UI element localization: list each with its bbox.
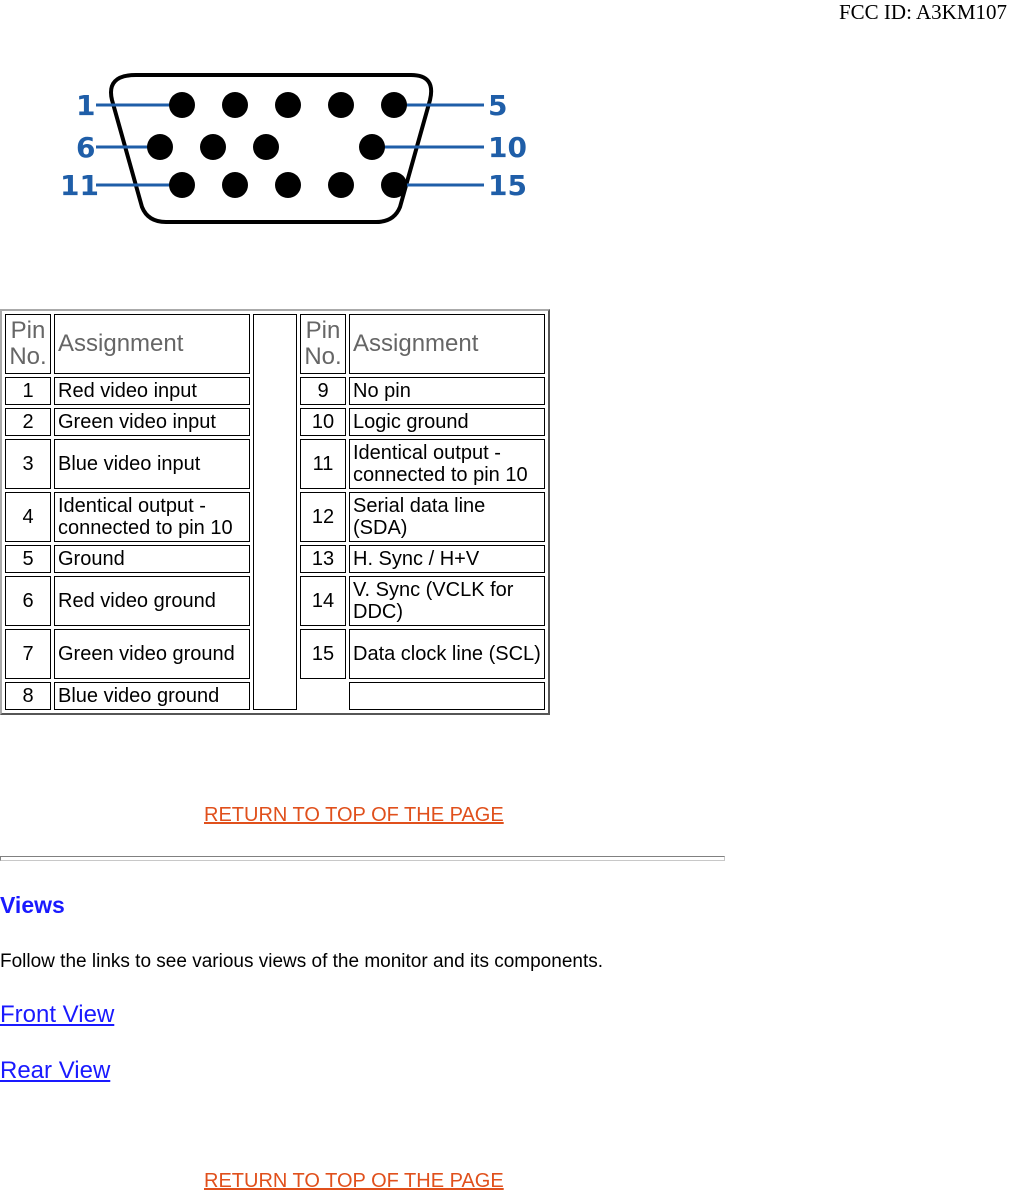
pin-13 [275,172,301,198]
pin-assignment: Red video ground [54,576,250,626]
pin-5 [381,92,407,118]
pin-assignment: V. Sync (VCLK for DDC) [349,576,545,626]
pin-1 [169,92,195,118]
fcc-id-label: FCC ID: A3KM107 [838,0,1007,24]
table-header-row [5,314,545,374]
pin-number: 13 [300,545,346,573]
pin-3 [275,92,301,118]
pin-assignment: Logic ground [349,408,545,436]
pin-assignment: Blue video ground [54,682,250,710]
pin-assignment: Blue video input [54,439,250,489]
header-assignment: Assignment [349,314,545,374]
pin-assignment-empty [349,682,545,710]
views-heading: Views [0,892,65,918]
front-view-link[interactable]: Front View [0,1001,115,1028]
pin-number: 3 [5,439,51,489]
pin-assignment: Data clock line (SCL) [349,629,545,679]
return-to-top-link[interactable]: RETURN TO TOP OF THE PAGE [204,804,504,826]
pin-number: 6 [5,576,51,626]
pin-number: 5 [5,545,51,573]
pin-number: 12 [300,492,346,542]
return-to-top-link[interactable]: RETURN TO TOP OF THE PAGE [204,1170,504,1192]
pin-14 [328,172,354,198]
pin-4 [328,92,354,118]
pin-label-10: 10 [488,131,527,164]
pin-assignment: Identical output - connected to pin 10 [54,492,250,542]
pin-assignment: H. Sync / H+V [349,545,545,573]
pin-11 [169,172,195,198]
rear-view-link[interactable]: Rear View [0,1057,111,1084]
pin-15 [381,172,407,198]
header-pin-no: Pin No. [300,314,346,374]
pin-assignment: Serial data line (SDA) [349,492,545,542]
pin-8 [253,134,279,160]
vga-connector-diagram [56,62,536,232]
pin-label-1: 1 [76,89,96,122]
pin-number: 7 [5,629,51,679]
header-assignment: Assignment [54,314,250,374]
pin-12 [222,172,248,198]
pin-number: 2 [5,408,51,436]
pin-number: 9 [300,377,346,405]
pin-number: 14 [300,576,346,626]
pin-number: 4 [5,492,51,542]
pin-number-empty [300,682,346,710]
pin-label-6: 6 [76,131,96,164]
table-spacer [253,314,297,710]
pin-number: 1 [5,377,51,405]
pin-assignment: Green video input [54,408,250,436]
pin-label-11: 11 [60,169,99,202]
horizontal-divider [0,856,725,861]
pin-assignment-table [0,309,550,715]
pin-10 [359,134,385,160]
pin-assignment: Ground [54,545,250,573]
views-intro: Follow the links to see various views of the monitor and its components. [0,951,604,972]
pin-number: 10 [300,408,346,436]
pin-label-15: 15 [488,169,527,202]
pin-assignment: Identical output - connected to pin 10 [349,439,545,489]
pin-number: 15 [300,629,346,679]
pin-7 [200,134,226,160]
pin-assignment: Green video ground [54,629,250,679]
header-pin-no: Pin No. [5,314,51,374]
pin-6 [147,134,173,160]
pin-label-5: 5 [488,89,508,122]
pin-number: 8 [5,682,51,710]
pin-assignment: Red video input [54,377,250,405]
pin-number: 11 [300,439,346,489]
pin-2 [222,92,248,118]
pin-assignment: No pin [349,377,545,405]
